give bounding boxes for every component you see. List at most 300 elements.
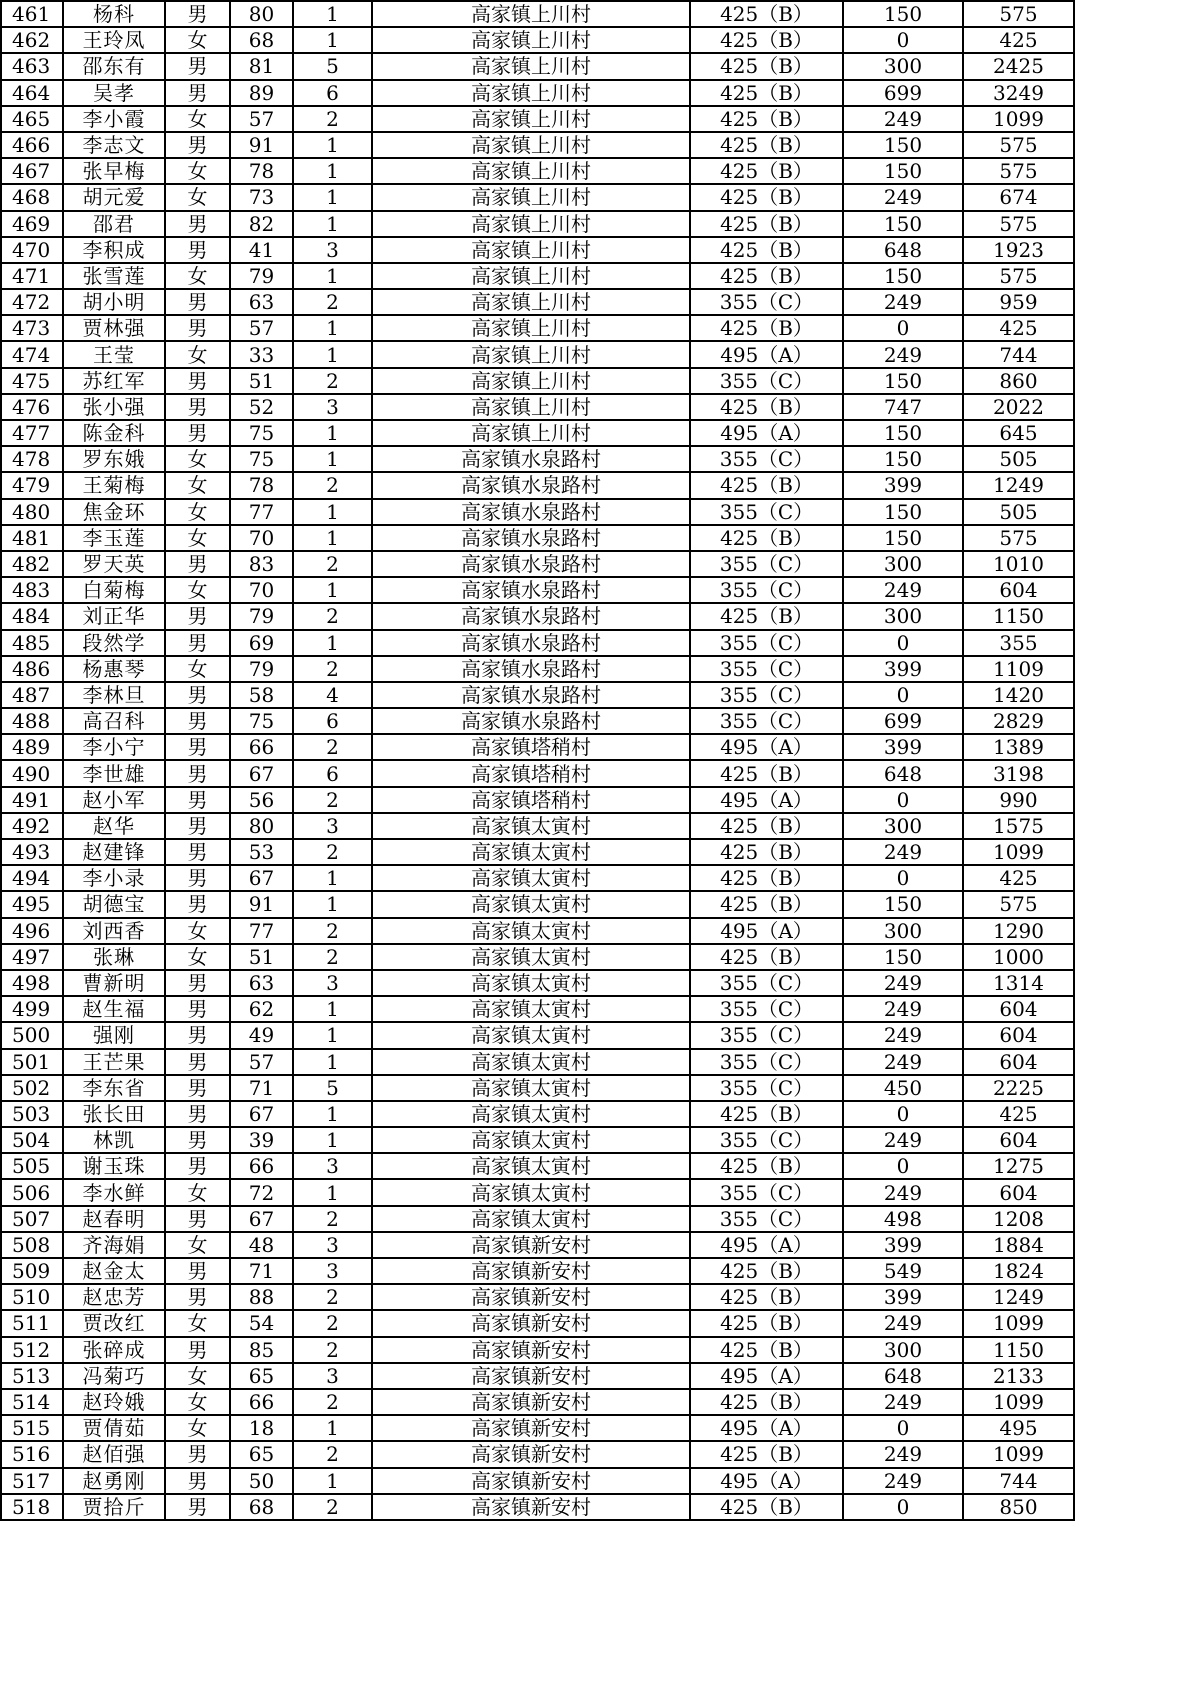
row-number-cell: 507: [1, 1206, 63, 1232]
village-cell: 高家镇水泉路村: [372, 656, 690, 682]
age-cell: 73: [230, 184, 293, 210]
person-name-cell: 王芒果: [63, 1049, 165, 1075]
village-cell: 高家镇太寅村: [372, 944, 690, 970]
age-cell: 75: [230, 708, 293, 734]
gender-cell: 男: [165, 53, 230, 79]
subsidy-amount-cell: 0: [843, 315, 963, 341]
gender-cell: 女: [165, 184, 230, 210]
household-size-cell: 2: [293, 1441, 372, 1467]
age-cell: 77: [230, 499, 293, 525]
row-number-cell: 477: [1, 420, 63, 446]
subsidy-amount-cell: 0: [843, 1101, 963, 1127]
household-size-cell: 1: [293, 865, 372, 891]
table-row: [1, 760, 1074, 786]
person-name-cell: 王玲凤: [63, 27, 165, 53]
standard-level-cell: 355（C）: [690, 577, 843, 603]
subsidy-amount-cell: 249: [843, 1022, 963, 1048]
household-size-cell: 1: [293, 341, 372, 367]
table-row: [1, 1075, 1074, 1101]
age-cell: 79: [230, 656, 293, 682]
household-size-cell: 1: [293, 1049, 372, 1075]
village-cell: 高家镇太寅村: [372, 996, 690, 1022]
person-name-cell: 罗东娥: [63, 446, 165, 472]
total-amount-cell: 575: [963, 525, 1074, 551]
household-size-cell: 1: [293, 1022, 372, 1048]
person-name-cell: 张雪莲: [63, 263, 165, 289]
household-size-cell: 1: [293, 1468, 372, 1494]
table-row: [1, 1389, 1074, 1415]
row-number-cell: 515: [1, 1415, 63, 1441]
household-size-cell: 1: [293, 132, 372, 158]
standard-level-cell: 355（C）: [690, 970, 843, 996]
standard-level-cell: 425（B）: [690, 315, 843, 341]
standard-level-cell: 425（B）: [690, 1441, 843, 1467]
total-amount-cell: 1150: [963, 603, 1074, 629]
standard-level-cell: 425（B）: [690, 1337, 843, 1363]
household-size-cell: 2: [293, 106, 372, 132]
table-row: [1, 1179, 1074, 1205]
household-size-cell: 2: [293, 289, 372, 315]
total-amount-cell: 604: [963, 1127, 1074, 1153]
person-name-cell: 杨惠琴: [63, 656, 165, 682]
subsidy-amount-cell: 0: [843, 865, 963, 891]
standard-level-cell: 495（A）: [690, 1232, 843, 1258]
standard-level-cell: 425（B）: [690, 1101, 843, 1127]
age-cell: 62: [230, 996, 293, 1022]
standard-level-cell: 425（B）: [690, 394, 843, 420]
age-cell: 58: [230, 682, 293, 708]
age-cell: 89: [230, 80, 293, 106]
subsidy-amount-cell: 249: [843, 1127, 963, 1153]
age-cell: 71: [230, 1075, 293, 1101]
total-amount-cell: 1099: [963, 106, 1074, 132]
total-amount-cell: 1420: [963, 682, 1074, 708]
person-name-cell: 李积成: [63, 237, 165, 263]
subsidy-amount-cell: 249: [843, 1179, 963, 1205]
village-cell: 高家镇水泉路村: [372, 446, 690, 472]
row-number-cell: 510: [1, 1284, 63, 1310]
total-amount-cell: 1275: [963, 1153, 1074, 1179]
table-row: [1, 1310, 1074, 1336]
standard-level-cell: 425（B）: [690, 1258, 843, 1284]
village-cell: 高家镇上川村: [372, 394, 690, 420]
row-number-cell: 461: [1, 1, 63, 27]
row-number-cell: 511: [1, 1310, 63, 1336]
total-amount-cell: 744: [963, 1468, 1074, 1494]
table-row: [1, 1284, 1074, 1310]
age-cell: 39: [230, 1127, 293, 1153]
village-cell: 高家镇上川村: [372, 158, 690, 184]
standard-level-cell: 425（B）: [690, 132, 843, 158]
gender-cell: 男: [165, 1284, 230, 1310]
gender-cell: 男: [165, 603, 230, 629]
subsidy-amount-cell: 399: [843, 472, 963, 498]
standard-level-cell: 355（C）: [690, 656, 843, 682]
row-number-cell: 500: [1, 1022, 63, 1048]
age-cell: 82: [230, 211, 293, 237]
row-number-cell: 491: [1, 787, 63, 813]
subsidy-amount-cell: 300: [843, 53, 963, 79]
gender-cell: 女: [165, 525, 230, 551]
row-number-cell: 512: [1, 1337, 63, 1363]
total-amount-cell: 1099: [963, 839, 1074, 865]
subsidy-amount-cell: 300: [843, 813, 963, 839]
table-row: [1, 891, 1074, 917]
total-amount-cell: 2829: [963, 708, 1074, 734]
row-number-cell: 475: [1, 368, 63, 394]
standard-level-cell: 495（A）: [690, 787, 843, 813]
gender-cell: 男: [165, 1258, 230, 1284]
gender-cell: 男: [165, 1337, 230, 1363]
household-size-cell: 3: [293, 1363, 372, 1389]
person-name-cell: 陈金科: [63, 420, 165, 446]
row-number-cell: 518: [1, 1494, 63, 1520]
row-number-cell: 469: [1, 211, 63, 237]
gender-cell: 男: [165, 630, 230, 656]
standard-level-cell: 355（C）: [690, 289, 843, 315]
household-size-cell: 2: [293, 551, 372, 577]
subsidy-amount-cell: 150: [843, 446, 963, 472]
standard-level-cell: 355（C）: [690, 1127, 843, 1153]
standard-level-cell: 355（C）: [690, 996, 843, 1022]
row-number-cell: 505: [1, 1153, 63, 1179]
table-row: [1, 1206, 1074, 1232]
table-row: [1, 734, 1074, 760]
table-row: [1, 158, 1074, 184]
household-size-cell: 4: [293, 682, 372, 708]
table-row: [1, 1441, 1074, 1467]
table-row: [1, 603, 1074, 629]
total-amount-cell: 1099: [963, 1310, 1074, 1336]
subsidy-amount-cell: 648: [843, 1363, 963, 1389]
standard-level-cell: 425（B）: [690, 944, 843, 970]
row-number-cell: 463: [1, 53, 63, 79]
gender-cell: 女: [165, 341, 230, 367]
subsidy-amount-cell: 699: [843, 80, 963, 106]
person-name-cell: 赵玲娥: [63, 1389, 165, 1415]
person-name-cell: 胡德宝: [63, 891, 165, 917]
household-size-cell: 2: [293, 787, 372, 813]
table-row: [1, 27, 1074, 53]
household-size-cell: 2: [293, 656, 372, 682]
household-size-cell: 3: [293, 970, 372, 996]
subsidy-amount-cell: 249: [843, 1468, 963, 1494]
row-number-cell: 496: [1, 918, 63, 944]
total-amount-cell: 1150: [963, 1337, 1074, 1363]
standard-level-cell: 425（B）: [690, 525, 843, 551]
village-cell: 高家镇新安村: [372, 1258, 690, 1284]
table-row: [1, 211, 1074, 237]
subsidy-amount-cell: 399: [843, 1232, 963, 1258]
gender-cell: 女: [165, 944, 230, 970]
subsidy-amount-cell: 399: [843, 1284, 963, 1310]
village-cell: 高家镇水泉路村: [372, 630, 690, 656]
age-cell: 69: [230, 630, 293, 656]
total-amount-cell: 425: [963, 1101, 1074, 1127]
table-row: [1, 420, 1074, 446]
gender-cell: 男: [165, 996, 230, 1022]
village-cell: 高家镇上川村: [372, 420, 690, 446]
total-amount-cell: 1923: [963, 237, 1074, 263]
row-number-cell: 471: [1, 263, 63, 289]
age-cell: 70: [230, 577, 293, 603]
standard-level-cell: 425（B）: [690, 27, 843, 53]
row-number-cell: 462: [1, 27, 63, 53]
person-name-cell: 齐海娟: [63, 1232, 165, 1258]
age-cell: 65: [230, 1363, 293, 1389]
subsidy-amount-cell: 0: [843, 630, 963, 656]
gender-cell: 男: [165, 970, 230, 996]
total-amount-cell: 575: [963, 158, 1074, 184]
household-size-cell: 1: [293, 996, 372, 1022]
person-name-cell: 林凯: [63, 1127, 165, 1153]
age-cell: 81: [230, 53, 293, 79]
village-cell: 高家镇上川村: [372, 211, 690, 237]
table-row: [1, 53, 1074, 79]
table-row: [1, 368, 1074, 394]
standard-level-cell: 355（C）: [690, 1022, 843, 1048]
gender-cell: 男: [165, 1075, 230, 1101]
standard-level-cell: 425（B）: [690, 1310, 843, 1336]
table-row: [1, 263, 1074, 289]
age-cell: 63: [230, 289, 293, 315]
standard-level-cell: 355（C）: [690, 499, 843, 525]
village-cell: 高家镇上川村: [372, 315, 690, 341]
village-cell: 高家镇太寅村: [372, 1127, 690, 1153]
table-row: [1, 341, 1074, 367]
total-amount-cell: 860: [963, 368, 1074, 394]
household-size-cell: 1: [293, 1179, 372, 1205]
gender-cell: 男: [165, 1127, 230, 1153]
gender-cell: 男: [165, 1049, 230, 1075]
village-cell: 高家镇新安村: [372, 1468, 690, 1494]
household-size-cell: 6: [293, 80, 372, 106]
person-name-cell: 李东省: [63, 1075, 165, 1101]
row-number-cell: 493: [1, 839, 63, 865]
gender-cell: 男: [165, 682, 230, 708]
gender-cell: 女: [165, 656, 230, 682]
table-row: [1, 1415, 1074, 1441]
person-name-cell: 张碎成: [63, 1337, 165, 1363]
gender-cell: 女: [165, 1415, 230, 1441]
standard-level-cell: 355（C）: [690, 368, 843, 394]
person-name-cell: 邵东有: [63, 53, 165, 79]
table-row: [1, 1258, 1074, 1284]
row-number-cell: 508: [1, 1232, 63, 1258]
gender-cell: 男: [165, 813, 230, 839]
standard-level-cell: 425（B）: [690, 1494, 843, 1520]
village-cell: 高家镇太寅村: [372, 1153, 690, 1179]
total-amount-cell: 1099: [963, 1441, 1074, 1467]
person-name-cell: 贾林强: [63, 315, 165, 341]
standard-level-cell: 495（A）: [690, 1468, 843, 1494]
table-row: [1, 918, 1074, 944]
total-amount-cell: 959: [963, 289, 1074, 315]
village-cell: 高家镇太寅村: [372, 1075, 690, 1101]
household-size-cell: 1: [293, 184, 372, 210]
row-number-cell: 465: [1, 106, 63, 132]
village-cell: 高家镇新安村: [372, 1494, 690, 1520]
person-name-cell: 李水鲜: [63, 1179, 165, 1205]
age-cell: 66: [230, 734, 293, 760]
household-size-cell: 2: [293, 472, 372, 498]
village-cell: 高家镇上川村: [372, 368, 690, 394]
standard-level-cell: 355（C）: [690, 551, 843, 577]
person-name-cell: 赵建锋: [63, 839, 165, 865]
gender-cell: 男: [165, 708, 230, 734]
row-number-cell: 468: [1, 184, 63, 210]
subsidy-amount-cell: 150: [843, 211, 963, 237]
table-row: [1, 630, 1074, 656]
person-name-cell: 吴孝: [63, 80, 165, 106]
subsidy-amount-cell: 249: [843, 1049, 963, 1075]
row-number-cell: 482: [1, 551, 63, 577]
total-amount-cell: 604: [963, 996, 1074, 1022]
total-amount-cell: 425: [963, 315, 1074, 341]
person-name-cell: 邵君: [63, 211, 165, 237]
household-size-cell: 1: [293, 1415, 372, 1441]
standard-level-cell: 425（B）: [690, 158, 843, 184]
subsidy-amount-cell: 549: [843, 1258, 963, 1284]
household-size-cell: 2: [293, 368, 372, 394]
household-size-cell: 1: [293, 630, 372, 656]
person-name-cell: 赵小军: [63, 787, 165, 813]
household-size-cell: 5: [293, 1075, 372, 1101]
standard-level-cell: 495（A）: [690, 341, 843, 367]
village-cell: 高家镇上川村: [372, 132, 690, 158]
household-size-cell: 2: [293, 1284, 372, 1310]
person-name-cell: 赵春明: [63, 1206, 165, 1232]
total-amount-cell: 505: [963, 499, 1074, 525]
person-name-cell: 赵华: [63, 813, 165, 839]
age-cell: 51: [230, 368, 293, 394]
subsidy-amount-cell: 399: [843, 734, 963, 760]
village-cell: 高家镇水泉路村: [372, 472, 690, 498]
standard-level-cell: 425（B）: [690, 1153, 843, 1179]
standard-level-cell: 355（C）: [690, 1179, 843, 1205]
village-cell: 高家镇太寅村: [372, 813, 690, 839]
person-name-cell: 苏红军: [63, 368, 165, 394]
total-amount-cell: 3249: [963, 80, 1074, 106]
row-number-cell: 476: [1, 394, 63, 420]
village-cell: 高家镇水泉路村: [372, 577, 690, 603]
total-amount-cell: 1389: [963, 734, 1074, 760]
person-name-cell: 李林旦: [63, 682, 165, 708]
total-amount-cell: 505: [963, 446, 1074, 472]
gender-cell: 男: [165, 787, 230, 813]
age-cell: 78: [230, 472, 293, 498]
age-cell: 57: [230, 106, 293, 132]
total-amount-cell: 1000: [963, 944, 1074, 970]
person-name-cell: 赵生福: [63, 996, 165, 1022]
age-cell: 66: [230, 1153, 293, 1179]
table-row: [1, 682, 1074, 708]
age-cell: 51: [230, 944, 293, 970]
household-size-cell: 2: [293, 1206, 372, 1232]
household-size-cell: 2: [293, 918, 372, 944]
total-amount-cell: 1575: [963, 813, 1074, 839]
row-number-cell: 513: [1, 1363, 63, 1389]
standard-level-cell: 425（B）: [690, 263, 843, 289]
subsidy-amount-cell: 150: [843, 420, 963, 446]
standard-level-cell: 355（C）: [690, 682, 843, 708]
table-row: [1, 1153, 1074, 1179]
total-amount-cell: 575: [963, 891, 1074, 917]
subsidy-amount-cell: 0: [843, 27, 963, 53]
subsidy-amount-cell: 399: [843, 656, 963, 682]
person-name-cell: 张琳: [63, 944, 165, 970]
village-cell: 高家镇水泉路村: [372, 708, 690, 734]
total-amount-cell: 674: [963, 184, 1074, 210]
village-cell: 高家镇太寅村: [372, 918, 690, 944]
row-number-cell: 502: [1, 1075, 63, 1101]
age-cell: 67: [230, 760, 293, 786]
subsidy-amount-cell: 300: [843, 918, 963, 944]
village-cell: 高家镇太寅村: [372, 970, 690, 996]
gender-cell: 男: [165, 734, 230, 760]
age-cell: 63: [230, 970, 293, 996]
table-row: [1, 132, 1074, 158]
total-amount-cell: 1824: [963, 1258, 1074, 1284]
gender-cell: 男: [165, 891, 230, 917]
household-size-cell: 2: [293, 603, 372, 629]
subsidy-amount-cell: 0: [843, 1153, 963, 1179]
person-name-cell: 李小录: [63, 865, 165, 891]
standard-level-cell: 495（A）: [690, 734, 843, 760]
subsidy-amount-cell: 0: [843, 1415, 963, 1441]
gender-cell: 女: [165, 1389, 230, 1415]
household-size-cell: 6: [293, 708, 372, 734]
village-cell: 高家镇上川村: [372, 341, 690, 367]
household-size-cell: 1: [293, 446, 372, 472]
standard-level-cell: 425（B）: [690, 603, 843, 629]
age-cell: 83: [230, 551, 293, 577]
person-name-cell: 高召科: [63, 708, 165, 734]
subsidy-amount-cell: 249: [843, 970, 963, 996]
village-cell: 高家镇太寅村: [372, 1101, 690, 1127]
gender-cell: 男: [165, 1153, 230, 1179]
standard-level-cell: 355（C）: [690, 1075, 843, 1101]
row-number-cell: 483: [1, 577, 63, 603]
village-cell: 高家镇新安村: [372, 1415, 690, 1441]
village-cell: 高家镇上川村: [372, 237, 690, 263]
row-number-cell: 490: [1, 760, 63, 786]
gender-cell: 男: [165, 1, 230, 27]
subsidy-amount-cell: 300: [843, 603, 963, 629]
household-size-cell: 2: [293, 1337, 372, 1363]
gender-cell: 男: [165, 1494, 230, 1520]
age-cell: 54: [230, 1310, 293, 1336]
row-number-cell: 487: [1, 682, 63, 708]
person-name-cell: 王菊梅: [63, 472, 165, 498]
age-cell: 50: [230, 1468, 293, 1494]
gender-cell: 男: [165, 315, 230, 341]
household-size-cell: 1: [293, 1, 372, 27]
subsidy-amount-cell: 150: [843, 132, 963, 158]
age-cell: 91: [230, 132, 293, 158]
total-amount-cell: 850: [963, 1494, 1074, 1520]
row-number-cell: 492: [1, 813, 63, 839]
subsidy-amount-cell: 300: [843, 1337, 963, 1363]
total-amount-cell: 1208: [963, 1206, 1074, 1232]
table-row: [1, 289, 1074, 315]
age-cell: 67: [230, 865, 293, 891]
village-cell: 高家镇上川村: [372, 1, 690, 27]
subsidy-amount-cell: 648: [843, 237, 963, 263]
standard-level-cell: 425（B）: [690, 891, 843, 917]
standard-level-cell: 425（B）: [690, 53, 843, 79]
row-number-cell: 497: [1, 944, 63, 970]
